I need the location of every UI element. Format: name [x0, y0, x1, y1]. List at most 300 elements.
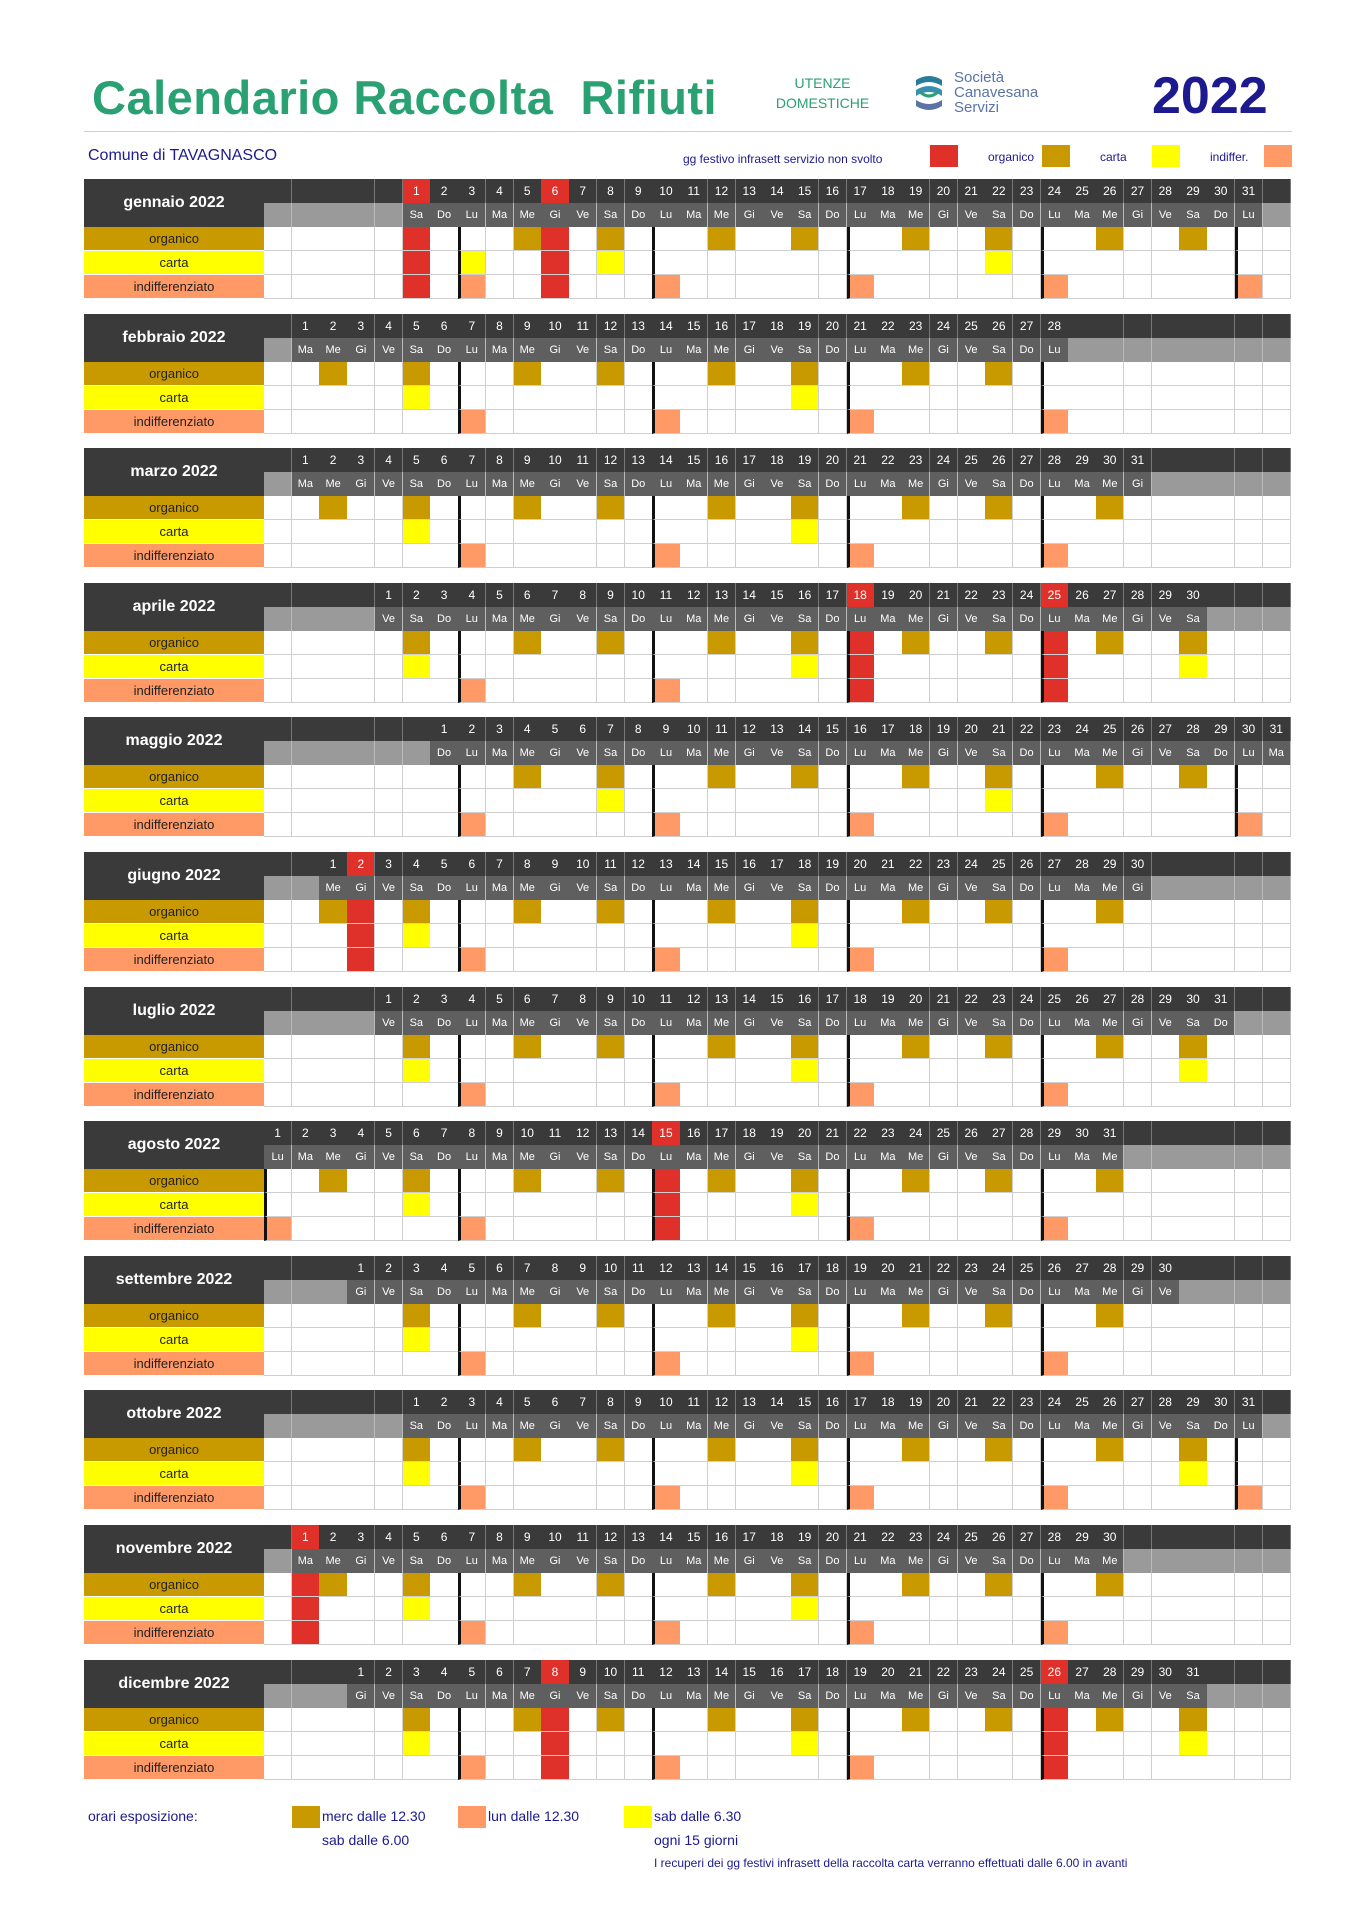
collection-cell	[874, 1732, 902, 1756]
weekday-label: Ve	[569, 741, 597, 765]
footer-organico-line1: merc dalle 12.30	[322, 1808, 426, 1824]
weekday-label: Do	[1207, 741, 1235, 765]
collection-cell	[541, 227, 569, 251]
weekday-label: Gi	[347, 338, 375, 362]
empty-cell	[1235, 1660, 1263, 1684]
collection-cell	[486, 789, 514, 813]
day-number: 8	[597, 1390, 625, 1414]
weekday-label: Gi	[1124, 607, 1152, 631]
collection-cell	[1152, 1708, 1180, 1732]
collection-cell	[652, 1756, 680, 1780]
collection-cell	[819, 1304, 847, 1328]
collection-cell	[514, 1304, 542, 1328]
collection-cell	[1207, 410, 1235, 434]
collection-cell	[736, 679, 764, 703]
weekday-label: Do	[1013, 876, 1041, 900]
collection-cell	[680, 520, 708, 544]
collection-cell	[292, 362, 320, 386]
weekday-label: Do	[1013, 1549, 1041, 1573]
weekday-label: Lu	[847, 1684, 875, 1708]
day-number: 9	[514, 448, 542, 472]
weekday-label: Do	[1013, 607, 1041, 631]
collection-cell	[791, 1597, 819, 1621]
collection-cell	[819, 544, 847, 568]
collection-cell	[708, 227, 736, 251]
collection-cell	[1235, 924, 1263, 948]
collection-cell	[1041, 1035, 1069, 1059]
weekday-label: Gi	[930, 203, 958, 227]
collection-cell	[458, 1597, 486, 1621]
empty-cell	[1179, 1280, 1207, 1304]
collection-cell	[1124, 1486, 1152, 1510]
collection-cell	[1152, 362, 1180, 386]
day-number: 1	[375, 583, 403, 607]
collection-cell	[1124, 386, 1152, 410]
collection-cell	[1235, 1486, 1263, 1510]
empty-cell	[1152, 852, 1180, 876]
row-label-carta: carta	[84, 1732, 264, 1756]
collection-cell	[403, 1304, 431, 1328]
collection-cell	[958, 789, 986, 813]
day-number: 13	[680, 1256, 708, 1280]
collection-cell	[847, 1756, 875, 1780]
weekday-label: Do	[430, 876, 458, 900]
collection-cell	[680, 1597, 708, 1621]
empty-cell	[1179, 1145, 1207, 1169]
collection-cell	[319, 362, 347, 386]
collection-cell	[763, 1462, 791, 1486]
collection-cell	[403, 1438, 431, 1462]
day-number: 24	[1041, 1390, 1069, 1414]
weekday-label: Sa	[985, 1280, 1013, 1304]
collection-cell	[763, 1621, 791, 1645]
day-number: 14	[680, 852, 708, 876]
collection-cell	[1207, 1169, 1235, 1193]
weekday-label: Ma	[1068, 741, 1096, 765]
collection-cell	[1235, 1217, 1263, 1241]
weekday-label: Do	[1207, 203, 1235, 227]
collection-cell	[1152, 1756, 1180, 1780]
weekday-label: Sa	[1179, 1011, 1207, 1035]
collection-cell	[1207, 1573, 1235, 1597]
month-label: marzo 2022	[84, 448, 264, 496]
weekday-label: Ve	[569, 1280, 597, 1304]
day-number: 18	[847, 987, 875, 1011]
day-number: 24	[1041, 179, 1069, 203]
collection-cell	[514, 1217, 542, 1241]
empty-cell	[264, 1414, 292, 1438]
collection-cell	[569, 655, 597, 679]
collection-cell	[819, 1328, 847, 1352]
weekday-label: Gi	[541, 1549, 569, 1573]
collection-cell	[819, 765, 847, 789]
day-number: 12	[569, 1121, 597, 1145]
collection-cell	[985, 410, 1013, 434]
collection-cell	[403, 765, 431, 789]
collection-cell	[902, 679, 930, 703]
collection-cell	[985, 1193, 1013, 1217]
collection-cell	[292, 765, 320, 789]
collection-cell	[1152, 1217, 1180, 1241]
weekday-label: Me	[514, 741, 542, 765]
collection-cell	[1207, 1035, 1235, 1059]
collection-cell	[874, 1083, 902, 1107]
collection-cell	[1068, 251, 1096, 275]
weekday-label: Lu	[652, 338, 680, 362]
day-number: 5	[486, 987, 514, 1011]
day-number: 2	[375, 1256, 403, 1280]
empty-cell	[319, 1256, 347, 1280]
collection-cell	[1041, 1193, 1069, 1217]
collection-cell	[375, 1732, 403, 1756]
collection-cell	[458, 679, 486, 703]
collection-cell	[930, 631, 958, 655]
collection-cell	[708, 1597, 736, 1621]
collection-cell	[1096, 1193, 1124, 1217]
collection-cell	[819, 386, 847, 410]
collection-cell	[763, 655, 791, 679]
weekday-label: Gi	[930, 1145, 958, 1169]
row-label-organico: organico	[84, 1573, 264, 1597]
collection-cell	[1041, 813, 1069, 837]
collection-cell	[1152, 1083, 1180, 1107]
weekday-label: Sa	[791, 338, 819, 362]
collection-cell	[736, 275, 764, 299]
day-number: 31	[1096, 1121, 1124, 1145]
collection-cell	[763, 251, 791, 275]
weekday-label: Lu	[458, 1280, 486, 1304]
collection-cell	[347, 1732, 375, 1756]
collection-cell	[430, 1083, 458, 1107]
weekday-label: Ma	[874, 1414, 902, 1438]
collection-cell	[347, 1193, 375, 1217]
collection-cell	[319, 900, 347, 924]
row-label-organico: organico	[84, 900, 264, 924]
collection-cell	[541, 544, 569, 568]
collection-cell	[569, 386, 597, 410]
day-number: 6	[403, 1121, 431, 1145]
collection-cell	[680, 631, 708, 655]
day-number: 22	[958, 987, 986, 1011]
day-number: 15	[680, 314, 708, 338]
collection-cell	[652, 631, 680, 655]
collection-cell	[930, 900, 958, 924]
collection-cell	[708, 410, 736, 434]
day-number: 10	[597, 1660, 625, 1684]
collection-cell	[514, 227, 542, 251]
collection-cell	[1235, 1438, 1263, 1462]
day-number: 20	[902, 583, 930, 607]
day-number: 6	[430, 448, 458, 472]
weekday-label: Sa	[791, 1549, 819, 1573]
weekday-label: Lu	[1041, 876, 1069, 900]
collection-cell	[347, 544, 375, 568]
collection-cell	[708, 1732, 736, 1756]
collection-cell	[708, 496, 736, 520]
collection-cell	[708, 631, 736, 655]
day-number: 22	[958, 583, 986, 607]
empty-cell	[1152, 472, 1180, 496]
collection-cell	[458, 386, 486, 410]
collection-cell	[736, 765, 764, 789]
collection-cell	[791, 251, 819, 275]
collection-cell	[1068, 1304, 1096, 1328]
weekday-label: Ma	[486, 1280, 514, 1304]
weekday-label: Gi	[347, 1145, 375, 1169]
collection-cell	[319, 1708, 347, 1732]
day-number: 4	[347, 1121, 375, 1145]
collection-cell	[569, 275, 597, 299]
collection-cell	[347, 1083, 375, 1107]
empty-cell	[375, 1414, 403, 1438]
footer-label: orari esposizione:	[88, 1808, 198, 1824]
empty-cell	[1235, 876, 1263, 900]
collection-cell	[736, 631, 764, 655]
collection-cell	[597, 765, 625, 789]
collection-cell	[375, 789, 403, 813]
collection-cell	[319, 813, 347, 837]
day-number: 12	[625, 852, 653, 876]
collection-cell	[763, 1597, 791, 1621]
collection-cell	[264, 655, 292, 679]
collection-cell	[874, 1059, 902, 1083]
day-number: 4	[375, 314, 403, 338]
day-number: 10	[625, 987, 653, 1011]
collection-cell	[1263, 1732, 1291, 1756]
collection-cell	[1235, 1621, 1263, 1645]
collection-cell	[1013, 1304, 1041, 1328]
collection-cell	[1263, 227, 1291, 251]
collection-cell	[680, 1462, 708, 1486]
weekday-label: Me	[1096, 741, 1124, 765]
collection-cell	[514, 1328, 542, 1352]
collection-cell	[264, 275, 292, 299]
collection-cell	[1041, 1169, 1069, 1193]
collection-cell	[1152, 496, 1180, 520]
weekday-label: Me	[902, 876, 930, 900]
collection-cell	[430, 410, 458, 434]
day-number: 21	[930, 583, 958, 607]
collection-cell	[375, 410, 403, 434]
empty-cell	[292, 1684, 320, 1708]
day-number: 23	[902, 1525, 930, 1549]
empty-cell	[1096, 338, 1124, 362]
day-number: 19	[930, 717, 958, 741]
collection-cell	[958, 1169, 986, 1193]
day-number: 19	[874, 987, 902, 1011]
empty-cell	[1263, 448, 1291, 472]
weekday-label: Gi	[736, 472, 764, 496]
collection-cell	[1013, 520, 1041, 544]
collection-cell	[319, 1462, 347, 1486]
collection-cell	[1124, 789, 1152, 813]
collection-cell	[1096, 1304, 1124, 1328]
collection-cell	[403, 1756, 431, 1780]
weekday-label: Ma	[680, 1549, 708, 1573]
day-number: 23	[930, 852, 958, 876]
collection-cell	[708, 1462, 736, 1486]
empty-cell	[1207, 314, 1235, 338]
day-number: 10	[680, 717, 708, 741]
collection-cell	[680, 813, 708, 837]
weekday-label: Lu	[458, 338, 486, 362]
collection-cell	[958, 1438, 986, 1462]
collection-cell	[1263, 1304, 1291, 1328]
weekday-label: Gi	[1124, 472, 1152, 496]
collection-cell	[347, 275, 375, 299]
collection-cell	[902, 1035, 930, 1059]
collection-cell	[541, 1352, 569, 1376]
collection-cell	[791, 1756, 819, 1780]
weekday-label: Sa	[1179, 741, 1207, 765]
day-number: 8	[569, 583, 597, 607]
collection-cell	[985, 496, 1013, 520]
weekday-label: Gi	[347, 1549, 375, 1573]
collection-cell	[597, 1462, 625, 1486]
collection-cell	[791, 1438, 819, 1462]
weekday-label: Ve	[763, 1280, 791, 1304]
collection-cell	[1124, 1083, 1152, 1107]
collection-cell	[1207, 544, 1235, 568]
collection-cell	[1152, 1035, 1180, 1059]
weekday-label: Do	[625, 1011, 653, 1035]
day-number: 22	[902, 852, 930, 876]
collection-cell	[597, 900, 625, 924]
collection-cell	[430, 251, 458, 275]
day-number: 14	[791, 717, 819, 741]
collection-cell	[486, 1732, 514, 1756]
collection-cell	[1124, 1217, 1152, 1241]
collection-cell	[1263, 1708, 1291, 1732]
weekday-label: Lu	[652, 472, 680, 496]
day-number: 25	[1041, 987, 1069, 1011]
empty-cell	[1263, 852, 1291, 876]
collection-cell	[1068, 410, 1096, 434]
collection-cell	[708, 362, 736, 386]
weekday-label: Lu	[458, 203, 486, 227]
day-number: 9	[541, 852, 569, 876]
collection-cell	[375, 1304, 403, 1328]
collection-cell	[430, 924, 458, 948]
day-number: 26	[1124, 717, 1152, 741]
collection-cell	[1235, 1732, 1263, 1756]
collection-cell	[625, 1059, 653, 1083]
collection-cell	[1068, 362, 1096, 386]
day-number: 9	[597, 583, 625, 607]
collection-cell	[1179, 1756, 1207, 1780]
collection-cell	[541, 789, 569, 813]
weekday-label: Me	[514, 1280, 542, 1304]
collection-cell	[597, 1597, 625, 1621]
collection-cell	[1263, 251, 1291, 275]
collection-cell	[569, 1597, 597, 1621]
collection-cell	[1124, 1597, 1152, 1621]
collection-cell	[708, 948, 736, 972]
empty-cell	[1263, 179, 1291, 203]
collection-cell	[1124, 924, 1152, 948]
collection-cell	[541, 386, 569, 410]
weekday-label: Sa	[403, 472, 431, 496]
collection-cell	[625, 1756, 653, 1780]
collection-cell	[486, 362, 514, 386]
collection-cell	[1068, 655, 1096, 679]
weekday-label: Me	[1096, 1414, 1124, 1438]
empty-cell	[1207, 1684, 1235, 1708]
collection-cell	[1207, 789, 1235, 813]
collection-cell	[1263, 275, 1291, 299]
day-number: 24	[1068, 717, 1096, 741]
collection-cell	[847, 1462, 875, 1486]
empty-cell	[319, 741, 347, 765]
collection-cell	[1041, 1438, 1069, 1462]
empty-cell	[1263, 1145, 1291, 1169]
collection-cell	[958, 520, 986, 544]
collection-cell	[430, 1328, 458, 1352]
collection-cell	[902, 813, 930, 837]
collection-cell	[347, 1462, 375, 1486]
day-number: 18	[736, 1121, 764, 1145]
day-number: 4	[403, 852, 431, 876]
collection-cell	[791, 227, 819, 251]
day-number: 26	[1013, 852, 1041, 876]
collection-cell	[1207, 1621, 1235, 1645]
collection-cell	[736, 544, 764, 568]
collection-cell	[430, 520, 458, 544]
day-number: 11	[569, 1525, 597, 1549]
collection-cell	[1013, 679, 1041, 703]
collection-cell	[458, 1708, 486, 1732]
collection-cell	[819, 251, 847, 275]
weekday-label: Me	[708, 741, 736, 765]
collection-cell	[569, 1352, 597, 1376]
day-number: 2	[458, 717, 486, 741]
empty-cell	[1152, 338, 1180, 362]
day-number: 11	[569, 448, 597, 472]
weekday-label: Ma	[1068, 1280, 1096, 1304]
day-number: 17	[708, 1121, 736, 1145]
empty-cell	[1207, 338, 1235, 362]
collection-cell	[319, 765, 347, 789]
weekday-label: Me	[1096, 876, 1124, 900]
day-number: 21	[985, 717, 1013, 741]
weekday-label: Me	[902, 1011, 930, 1035]
weekday-label: Me	[708, 203, 736, 227]
weekday-label: Me	[902, 607, 930, 631]
weekday-label: Sa	[403, 203, 431, 227]
collection-cell	[847, 1438, 875, 1462]
collection-cell	[902, 520, 930, 544]
day-number: 20	[874, 1256, 902, 1280]
day-number: 24	[930, 314, 958, 338]
empty-cell	[264, 314, 292, 338]
collection-cell	[1124, 1193, 1152, 1217]
weekday-label: Ve	[375, 472, 403, 496]
collection-cell	[347, 362, 375, 386]
collection-cell	[763, 1438, 791, 1462]
weekday-label: Gi	[1124, 203, 1152, 227]
day-number: 19	[874, 583, 902, 607]
collection-cell	[1207, 362, 1235, 386]
collection-cell	[597, 520, 625, 544]
collection-cell	[652, 924, 680, 948]
collection-cell	[319, 496, 347, 520]
weekday-label: Me	[902, 741, 930, 765]
weekday-label: Gi	[541, 1684, 569, 1708]
collection-cell	[902, 227, 930, 251]
collection-cell	[763, 275, 791, 299]
collection-cell	[930, 1328, 958, 1352]
day-number: 23	[985, 583, 1013, 607]
